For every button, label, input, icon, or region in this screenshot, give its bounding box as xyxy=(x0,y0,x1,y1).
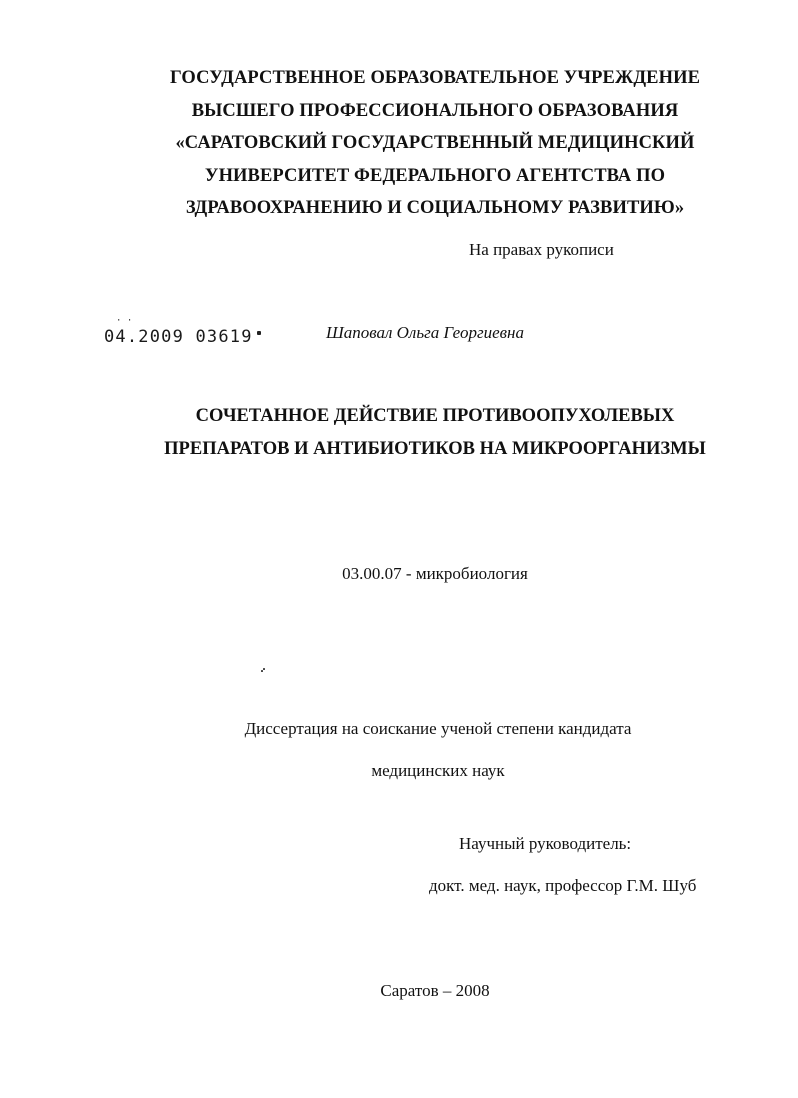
advisor-name: докт. мед. наук, профессор Г.М. Шуб xyxy=(429,876,697,895)
registry-code: 04.2009 03619 xyxy=(104,327,253,347)
stamp-dots-icon: · · xyxy=(116,316,133,326)
institution-line: «САРАТОВСКИЙ ГОСУДАРСТВЕННЫЙ МЕДИЦИНСКИЙ xyxy=(175,133,695,153)
degree-statement xyxy=(0,708,798,792)
author-name: Шаповал Ольга Георгиевна xyxy=(326,323,524,342)
stamp-mark-icon xyxy=(257,331,261,335)
institution-line: ГОСУДАРСТВЕННОЕ ОБРАЗОВАТЕЛЬНОЕ УЧРЕЖДЕНИЕ xyxy=(169,68,701,88)
institution-line: ЗДРАВООХРАНЕНИЮ И СОЦИАЛЬНОМУ РАЗВИТИЮ» xyxy=(185,198,685,218)
title-line: СОЧЕТАННОЕ ДЕЙСТВИЕ ПРОТИВООПУХОЛЕВЫХ xyxy=(195,406,675,426)
specialty-code: 03.00.07 - микробиология xyxy=(342,564,528,583)
title-line: ПРЕПАРАТОВ И АНТИБИОТИКОВ НА МИКРООРГАНИЗМЫ xyxy=(164,439,706,459)
degree-line: медицинских наук xyxy=(371,761,505,780)
advisor-label: Научный руководитель: xyxy=(459,834,632,853)
institution-header xyxy=(0,62,798,225)
institution-line: УНИВЕРСИТЕТ ФЕДЕРАЛЬНОГО АГЕНТСТВА ПО xyxy=(204,165,666,186)
city-year: Саратов – 2008 xyxy=(380,981,490,1000)
registry-stamp xyxy=(104,316,261,347)
manuscript-note: На правах рукописи xyxy=(469,240,614,259)
degree-line: Диссертация на соискание ученой степени кандидата xyxy=(244,719,632,738)
scan-speck-icon xyxy=(261,668,265,671)
institution-line: ВЫСШЕГО ПРОФЕССИОНАЛЬНОГО ОБРАЗОВАНИЯ xyxy=(191,100,679,121)
dissertation-title xyxy=(0,400,798,466)
